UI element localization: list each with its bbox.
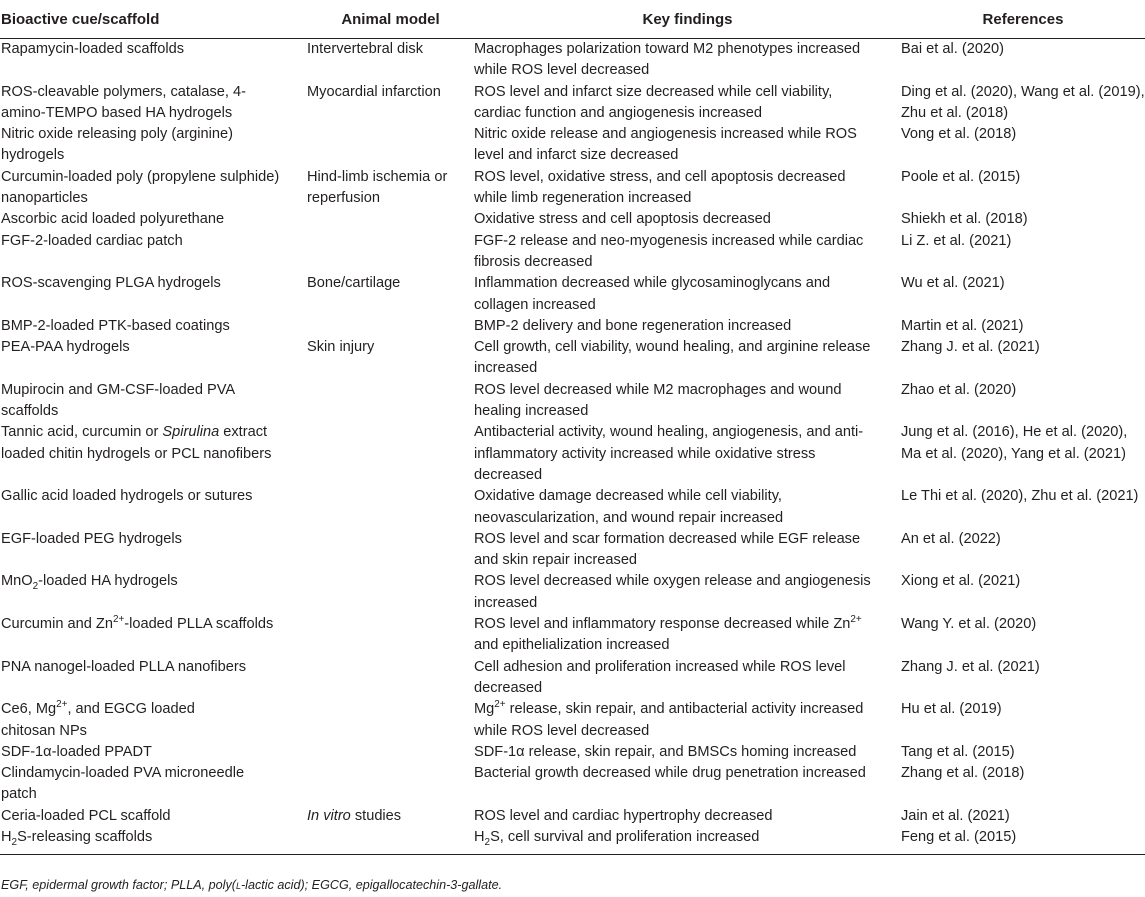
references-cell (901, 422, 1145, 486)
cell-line: chitosan NPs (1, 722, 87, 739)
cell-line: Antibacterial activity, wound healing, angiogenesis, and anti- (474, 424, 864, 441)
key-findings-cell (474, 82, 901, 125)
table-header (0, 0, 1145, 39)
scaffold-cell (0, 422, 307, 486)
key-findings-cell (474, 699, 901, 742)
cell-line: SDF-1α release, skin repair, and BMSCs homing increased (474, 743, 857, 760)
cell-line: loaded chitin hydrogels or PCL nanofibers (1, 445, 272, 462)
table-row (0, 422, 1145, 486)
cell-line: FGF-2 release and neo-myogenesis increased while cardiac (474, 232, 864, 249)
table-row (0, 167, 1145, 210)
table-row (0, 273, 1145, 316)
cell-line: Zhao et al. (2020) (901, 381, 1017, 398)
animal-model-cell (307, 231, 474, 274)
table-row (0, 571, 1145, 614)
table-row (0, 614, 1145, 657)
animal-model-cell (307, 337, 474, 380)
cell-line: hydrogels (1, 147, 65, 164)
cell-line: $Mg^{2+}$ release, skin repair, and antibacterial activity increased (474, 699, 864, 718)
table-row (0, 806, 1145, 827)
table-row (0, 124, 1145, 167)
key-findings-cell (474, 657, 901, 700)
table-row (0, 209, 1145, 230)
key-findings-cell (474, 806, 901, 827)
table-row (0, 827, 1145, 855)
cell-line: Jain et al. (2021) (901, 807, 1010, 824)
references-cell (901, 742, 1145, 763)
scaffold-cell (0, 209, 307, 230)
cell-line: nanoparticles (1, 190, 88, 207)
key-findings-cell (474, 316, 901, 337)
cell-line: ROS level, oxidative stress, and cell apoptosis decreased (474, 168, 846, 185)
animal-model-cell (307, 827, 474, 855)
cell-line: ROS level decreased while M2 macrophages and wound (474, 381, 842, 398)
scaffold-cell (0, 657, 307, 700)
cell-line: healing increased (474, 403, 589, 420)
scaffold-cell (0, 273, 307, 316)
cell-line: Skin injury (307, 339, 375, 356)
cell-line: Zhang J. et al. (2021) (901, 339, 1040, 356)
animal-model-cell (307, 39, 474, 82)
cell-line: Shiekh et al. (2018) (901, 211, 1028, 228)
table-row (0, 316, 1145, 337)
cell-line: Wu et al. (2021) (901, 275, 1005, 292)
table-body (0, 39, 1145, 855)
table-row (0, 657, 1145, 700)
references-cell (901, 763, 1145, 806)
animal-model-cell (307, 571, 474, 614)
cell-line: Rapamycin-loaded scaffolds (1, 41, 185, 57)
key-findings-cell (474, 380, 901, 423)
cell-line: In vitro studies (307, 807, 402, 824)
key-findings-cell (474, 742, 901, 763)
cell-line: Poole et al. (2015) (901, 168, 1021, 185)
animal-model-cell (307, 529, 474, 572)
cell-line: EGF-loaded PEG hydrogels (1, 530, 182, 547)
scaffold-cell (0, 337, 307, 380)
cell-line: decreased (474, 466, 543, 483)
references-cell (901, 231, 1145, 274)
scaffold-cell (0, 806, 307, 827)
table-row (0, 486, 1145, 529)
animal-model-cell (307, 806, 474, 827)
animal-model-cell (307, 380, 474, 423)
animal-model-cell (307, 422, 474, 486)
animal-model-cell (307, 124, 474, 167)
scaffold-cell (0, 699, 307, 742)
animal-model-cell (307, 209, 474, 230)
cell-line: Gallic acid loaded hydrogels or sutures (1, 488, 253, 505)
cell-line: Cell growth, cell viability, wound healing, and arginine release (474, 339, 871, 356)
cell-line: PNA nanogel-loaded PLLA nanofibers (1, 658, 247, 675)
animal-model-cell (307, 614, 474, 657)
table-row (0, 529, 1145, 572)
cell-line: Jung et al. (2016), He et al. (2020), (901, 424, 1128, 441)
cell-line: while limb regeneration increased (474, 190, 692, 207)
cell-line: increased (474, 360, 538, 377)
table-row (0, 231, 1145, 274)
cell-line: Bai et al. (2020) (901, 41, 1005, 57)
cell-line: Xiong et al. (2021) (901, 573, 1021, 590)
animal-model-cell (307, 167, 474, 210)
cell-line: Li Z. et al. (2021) (901, 232, 1012, 249)
references-cell (901, 39, 1145, 82)
cell-line: Intervertebral disk (307, 41, 423, 57)
cell-line: ROS-scavenging PLGA hydrogels (1, 275, 221, 292)
cell-line: ROS level and cardiac hypertrophy decreased (474, 807, 773, 824)
animal-model-cell (307, 763, 474, 806)
cell-line: decreased (474, 679, 543, 696)
references-cell (901, 486, 1145, 529)
references-cell (901, 380, 1145, 423)
cell-line: amino-TEMPO based HA hydrogels (1, 104, 233, 121)
header-animal-model: Animal model (307, 0, 474, 39)
scaffold-cell (0, 124, 307, 167)
references-cell (901, 657, 1145, 700)
table-row (0, 337, 1145, 380)
key-findings-cell (474, 422, 901, 486)
cell-line: BMP-2-loaded PTK-based coatings (1, 317, 230, 334)
scaffold-cell (0, 614, 307, 657)
cell-line: Zhu et al. (2018) (901, 104, 1009, 121)
scaffold-cell (0, 763, 307, 806)
cell-line: $H_2S$-releasing scaffolds (1, 828, 153, 848)
cell-line: Ce6, $Mg^{2+}$, and EGCG loaded (1, 699, 195, 718)
cell-line: ROS-cleavable polymers, catalase, 4- (1, 83, 246, 100)
header-scaffold: Bioactive cue/scaffold (0, 0, 307, 39)
cell-line: ROS level and scar formation decreased while EGF release (474, 530, 861, 547)
key-findings-cell (474, 231, 901, 274)
table-footnote: EGF, epidermal growth factor; PLLA, poly(l-lactic acid); EGCG, epigallocatechin-3-gallate. (1, 878, 503, 892)
references-cell (901, 337, 1145, 380)
scaffold-cell (0, 231, 307, 274)
key-findings-cell (474, 124, 901, 167)
cell-line: Martin et al. (2021) (901, 317, 1024, 334)
table-row (0, 82, 1145, 125)
references-cell (901, 614, 1145, 657)
cell-line: while ROS level decreased (474, 62, 650, 79)
animal-model-cell (307, 699, 474, 742)
references-cell (901, 273, 1145, 316)
references-cell (901, 124, 1145, 167)
cell-line: while ROS level decreased (474, 722, 650, 739)
cell-line: Ceria-loaded PCL scaffold (1, 807, 171, 824)
table-row (0, 699, 1145, 742)
cell-line: Curcumin and $Zn^{2+}$-loaded PLLA scaffolds (1, 614, 274, 633)
key-findings-cell (474, 337, 901, 380)
cell-line: Inflammation decreased while glycosaminoglycans and (474, 275, 831, 292)
cell-line: Le Thi et al. (2020), Zhu et al. (2021) (901, 488, 1139, 505)
cell-line: collagen increased (474, 296, 596, 313)
cell-line: and skin repair increased (474, 552, 638, 569)
cell-line: increased (474, 594, 538, 611)
cell-line: An et al. (2022) (901, 530, 1001, 547)
cell-line: neovascularization, and wound repair increased (474, 509, 784, 526)
cell-line: PEA-PAA hydrogels (1, 339, 130, 356)
cell-line: cardiac function and angiogenesis increased (474, 104, 763, 121)
references-cell (901, 82, 1145, 125)
cell-line: scaffolds (1, 403, 59, 420)
animal-model-cell (307, 316, 474, 337)
cell-line: Hu et al. (2019) (901, 701, 1002, 718)
table-row (0, 39, 1145, 82)
animal-model-cell (307, 486, 474, 529)
cell-line: Ascorbic acid loaded polyurethane (1, 211, 225, 228)
cell-line: FGF-2-loaded cardiac patch (1, 232, 183, 249)
cell-line: MnO$_2$-loaded HA hydrogels (1, 573, 178, 593)
cell-line: ROS level decreased while oxygen release and angiogenesis (474, 573, 871, 590)
scaffold-cell (0, 486, 307, 529)
scaffold-cell (0, 571, 307, 614)
cell-line: Tang et al. (2015) (901, 743, 1015, 760)
cell-line: Nitric oxide release and angiogenesis increased while ROS (474, 126, 857, 143)
cell-line: Feng et al. (2015) (901, 828, 1017, 845)
references-cell (901, 209, 1145, 230)
cell-line: ROS level and inflammatory response decreased while $Zn^{2+}$ (474, 614, 862, 633)
cell-line: Wang Y. et al. (2020) (901, 616, 1037, 633)
cell-line: Nitric oxide releasing poly (arginine) (1, 126, 233, 143)
header-references: References (901, 0, 1145, 39)
cell-line: Zhang J. et al. (2021) (901, 658, 1040, 675)
animal-model-cell (307, 273, 474, 316)
scaffold-cell (0, 316, 307, 337)
key-findings-cell (474, 39, 901, 82)
references-cell (901, 529, 1145, 572)
references-cell (901, 699, 1145, 742)
key-findings-cell (474, 167, 901, 210)
scaffold-cell (0, 82, 307, 125)
cell-line: Bone/cartilage (307, 275, 401, 292)
key-findings-cell (474, 486, 901, 529)
cell-line: Mupirocin and GM-CSF-loaded PVA (1, 381, 236, 398)
key-findings-cell (474, 763, 901, 806)
key-findings-cell (474, 273, 901, 316)
cell-line: level and infarct size decreased (474, 147, 679, 164)
key-findings-cell (474, 529, 901, 572)
cell-line: SDF-1α-loaded PPADT (1, 743, 152, 760)
cell-line: Myocardial infarction (307, 83, 441, 100)
key-findings-cell (474, 614, 901, 657)
key-findings-cell (474, 827, 901, 855)
animal-model-cell (307, 742, 474, 763)
cell-line: Ding et al. (2020), Wang et al. (2019), (901, 83, 1145, 100)
references-cell (901, 806, 1145, 827)
cell-line: BMP-2 delivery and bone regeneration increased (474, 317, 792, 334)
cell-line: reperfusion (307, 190, 381, 207)
references-cell (901, 167, 1145, 210)
references-cell (901, 571, 1145, 614)
key-findings-cell (474, 571, 901, 614)
cell-line: Curcumin-loaded poly (propylene sulphide) (1, 168, 280, 185)
table-row (0, 380, 1145, 423)
scaffold-cell (0, 380, 307, 423)
cell-line: Ma et al. (2020), Yang et al. (2021) (901, 445, 1126, 462)
cell-line: Tannic acid, curcumin or Spirulina extract (1, 424, 268, 441)
references-cell (901, 316, 1145, 337)
header-row (0, 0, 1145, 39)
cell-line: Hind-limb ischemia or (307, 168, 448, 185)
cell-line: patch (1, 786, 37, 803)
cell-line: Clindamycin-loaded PVA microneedle (1, 765, 245, 782)
table-row (0, 742, 1145, 763)
cell-line: fibrosis decreased (474, 253, 593, 270)
scaffold-cell (0, 167, 307, 210)
cell-line: and epithelialization increased (474, 637, 670, 654)
animal-model-cell (307, 657, 474, 700)
cell-line: Bacterial growth decreased while drug penetration increased (474, 765, 866, 782)
scaffold-cell (0, 742, 307, 763)
cell-line: Macrophages polarization toward M2 phenotypes increased (474, 41, 861, 57)
cell-line: $H_2S$, cell survival and proliferation increased (474, 828, 760, 848)
cell-line: Zhang et al. (2018) (901, 765, 1025, 782)
cell-line: inflammatory activity increased while oxidative stress (474, 445, 816, 462)
scaffold-cell (0, 529, 307, 572)
animal-model-cell (307, 82, 474, 125)
scaffold-cell (0, 39, 307, 82)
references-cell (901, 827, 1145, 855)
cell-line: Cell adhesion and proliferation increased while ROS level (474, 658, 846, 675)
table-row (0, 763, 1145, 806)
cell-line: ROS level and infarct size decreased while cell viability, (474, 83, 833, 100)
scaffold-cell (0, 827, 307, 855)
cell-line: Oxidative damage decreased while cell viability, (474, 488, 782, 505)
cell-line: Oxidative stress and cell apoptosis decreased (474, 211, 771, 228)
header-key-findings: Key findings (474, 0, 901, 39)
key-findings-cell (474, 209, 901, 230)
cell-line: Vong et al. (2018) (901, 126, 1017, 143)
